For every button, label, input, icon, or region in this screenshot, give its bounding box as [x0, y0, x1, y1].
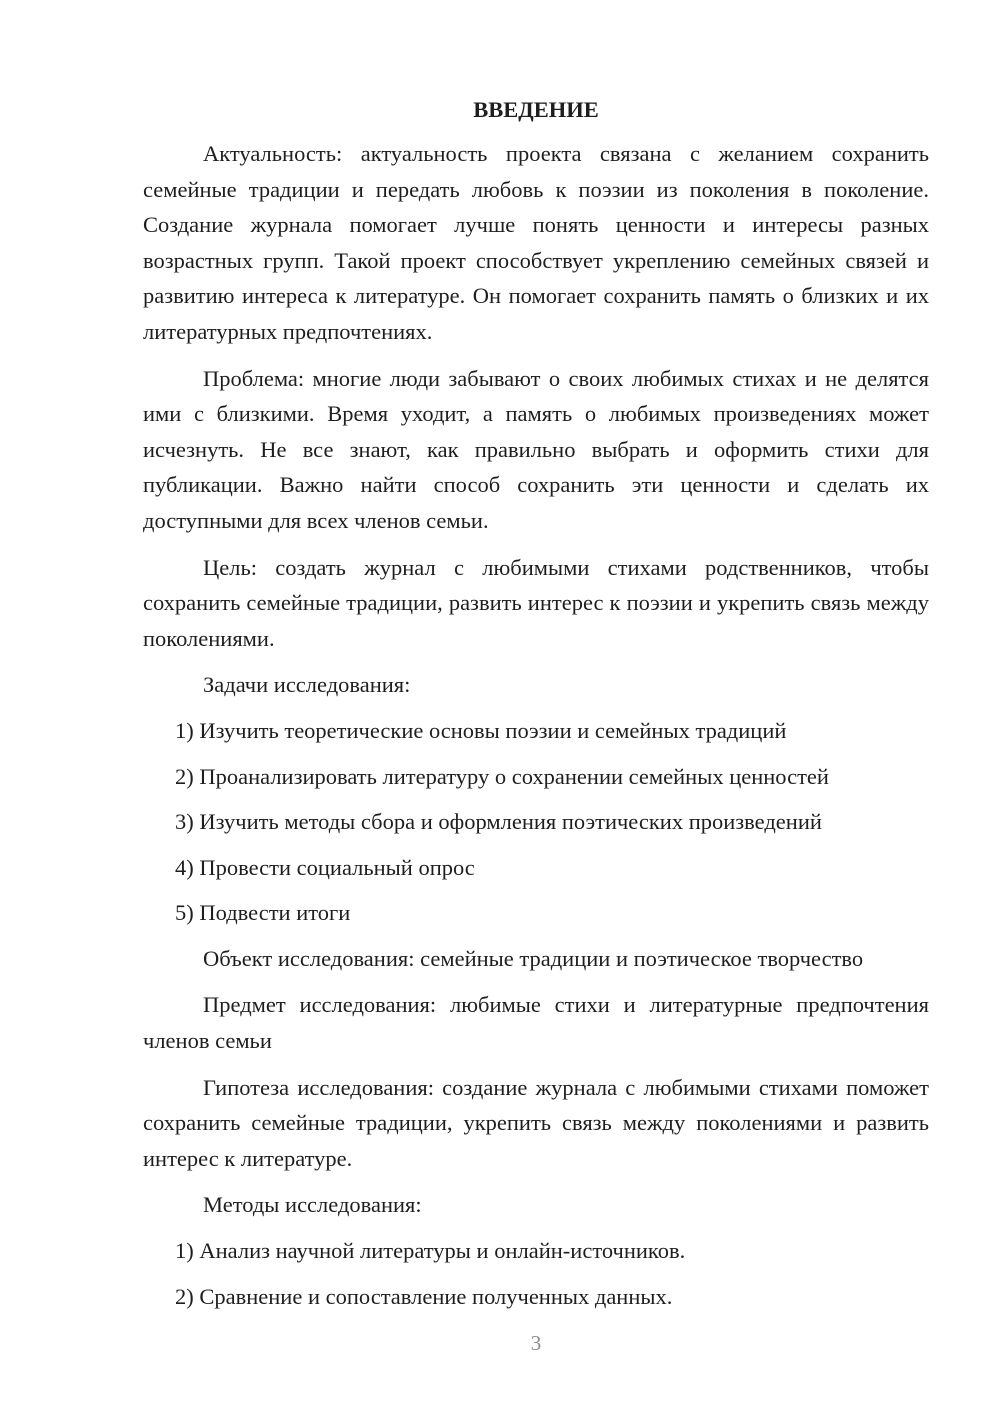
tasks-heading: Задачи исследования:	[203, 672, 411, 698]
task-item: 3) Изучить методы сбора и оформления поэтических произведений	[175, 809, 822, 835]
hypothesis-paragraph: Гипотеза исследования: создание журнала с любимыми стихами поможет сохранить семейные традиции, укрепить связь между поколениями и развить интерес к литературе.	[143, 1074, 929, 1171]
section-title: ВВЕДЕНИЕ	[473, 97, 599, 122]
method-item: 2) Сравнение и сопоставление полученных данных.	[175, 1283, 673, 1309]
task-item: 2) Проанализировать литературу о сохранении семейных ценностей	[175, 763, 829, 789]
object-paragraph: Объект исследования: семейные традиции и поэтическое творчество	[203, 945, 864, 971]
goal-paragraph: Цель: создать журнал с любимыми стихами родственников, чтобы сохранить семейные традиции, развить интерес к поэзии и укрепить связь между поколениями.	[143, 554, 929, 651]
task-item: 1) Изучить теоретические основы поэзии и семейных традиций	[175, 717, 787, 743]
task-item: 5) Подвести итоги	[175, 900, 351, 926]
task-item: 4) Провести социальный опрос	[175, 854, 475, 880]
problem-paragraph: Проблема: многие люди забывают о своих любимых стихах и не делятся ими с близкими. Время уходит, а память о любимых произведениях может исчезнуть. Не все знают, как правильно выбрать и оформить стихи для публикации. Важно найти способ сохранить эти ценности и сделать их доступными для всех членов семьи.	[143, 365, 929, 533]
methods-heading: Методы исследования:	[203, 1192, 422, 1218]
page-number: 3	[530, 1331, 542, 1355]
tasks-list	[143, 713, 929, 931]
relevance-paragraph: Актуальность: актуальность проекта связана с желанием сохранить семейные традиции и передать любовь к поэзии из поколения в поколение. Создание журнала помогает лучше понять ценности и интересы разных возрастных групп. Такой проект способствует укреплению семейных связей и развитию интереса к литературе. Он помогает сохранить память о близких и их литературных предпочтениях.	[143, 141, 929, 344]
methods-list	[143, 1233, 929, 1314]
method-item: 1) Анализ научной литературы и онлайн-источников.	[175, 1238, 686, 1264]
page-content	[143, 92, 929, 1324]
subject-paragraph: Предмет исследования: любимые стихи и литературные предпочтения членов семьи	[143, 992, 929, 1054]
